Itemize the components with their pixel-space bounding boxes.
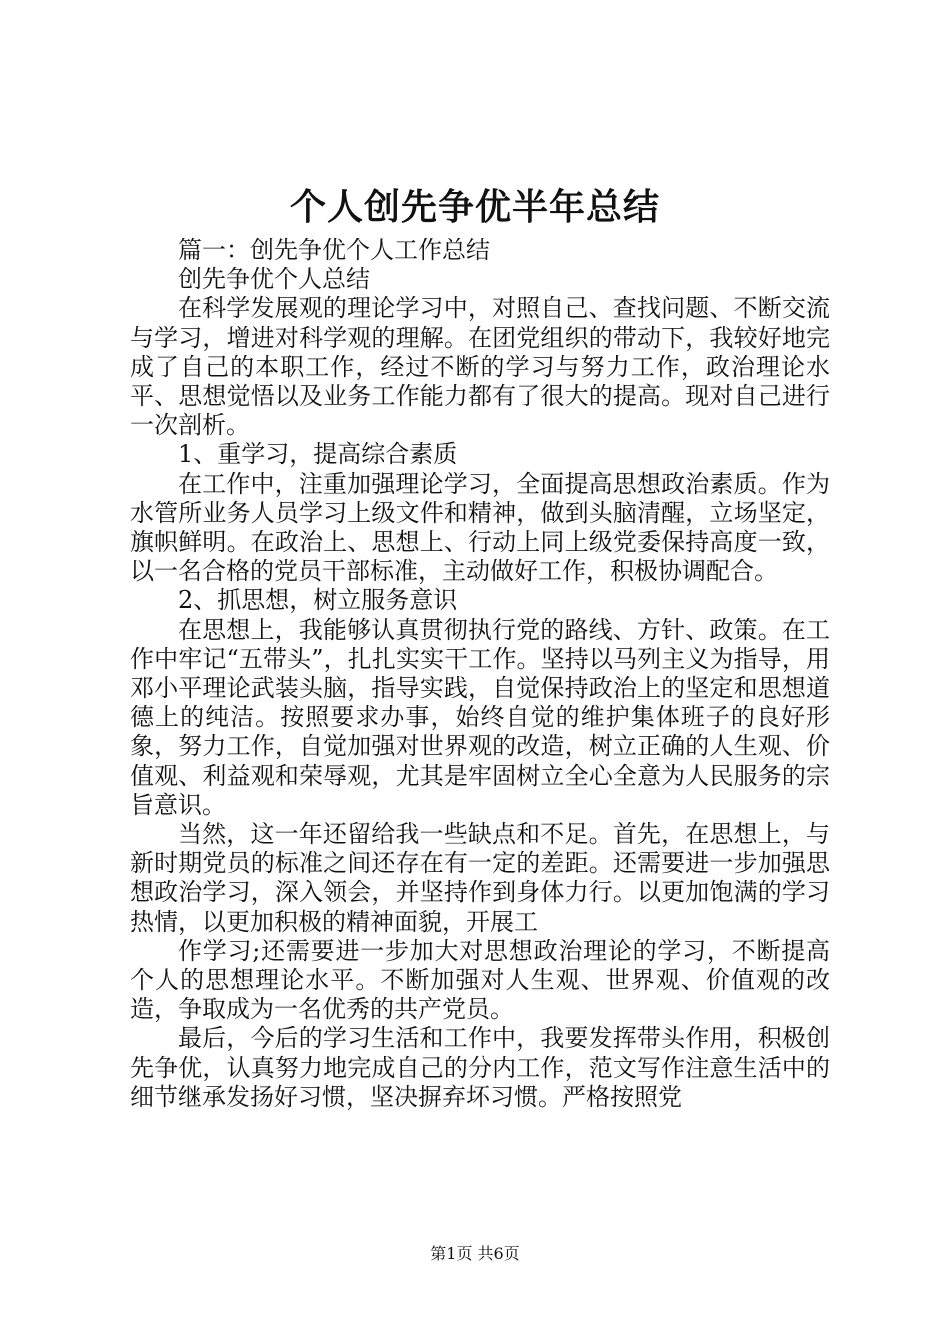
paragraph: 篇一：创先争优个人工作总结 xyxy=(178,236,490,264)
paragraph: 作学习;还需要进一步加大对思想政治理论的学习，不断提高个人的思想理论水平。不断加强对人生观、世界观、价值观的改造，争取成为一名优秀的共产党员。 xyxy=(130,936,830,1024)
document-body xyxy=(130,236,830,1112)
section-heading: 1、重学习，提高综合素质 xyxy=(178,440,458,469)
section-heading: 2、抓思想，树立服务意识 xyxy=(178,586,458,615)
document-title: 个人创先争优半年总结 xyxy=(289,187,660,228)
paragraph: 当然，这一年还留给我一些缺点和不足。首先，在思想上，与新时期党员的标准之间还存在有一定的差距。还需要进一步加强思想政治学习，深入领会，并坚持作到身体力行。以更加饱满的学习热情，以更加积极的精神面貌，开展工 xyxy=(130,820,830,936)
paragraph: 创先争优个人总结 xyxy=(178,265,370,294)
paragraph: 在思想上，我能够认真贯彻执行党的路线、方针、政策。在工作中牢记“五带头”，扎扎实实干工作。坚持以马列主义为指导，用邓小平理论武装头脑，指导实践，自觉保持政治上的坚定和思想道德上的纯洁。按照要求办事，始终自觉的维护集体班子的良好形象，努力工作，自觉加强对世界观的改造，树立正确的人生观、价值观、利益观和荣辱观，尤其是牢固树立全心全意为人民服务的宗旨意识。 xyxy=(130,615,830,819)
paragraph: 在工作中，注重加强理论学习，全面提高思想政治素质。作为水管所业务人员学习上级文件和精神，做到头脑清醒，立场坚定，旗帜鲜明。在政治上、思想上、行动上同上级党委保持高度一致，以一名合格的党员干部标准，主动做好工作，积极协调配合。 xyxy=(130,469,830,586)
paragraph: 最后，今后的学习生活和工作中，我要发挥带头作用，积极创先争优，认真努力地完成自己的分内工作，范文写作注意生活中的细节继承发扬好习惯，坚决摒弃坏习惯。严格按照党 xyxy=(130,1024,830,1111)
paragraph: 在科学发展观的理论学习中，对照自己、查找问题、不断交流与学习，增进对科学观的理解。在团党组织的带动下，我较好地完成了自己的本职工作，经过不断的学习与努力工作，政治理论水平、思想觉悟以及业务工作能力都有了很大的提高。现对自己进行一次剖析。 xyxy=(130,294,830,440)
page-footer: 第1页 共6页 xyxy=(430,1244,520,1263)
